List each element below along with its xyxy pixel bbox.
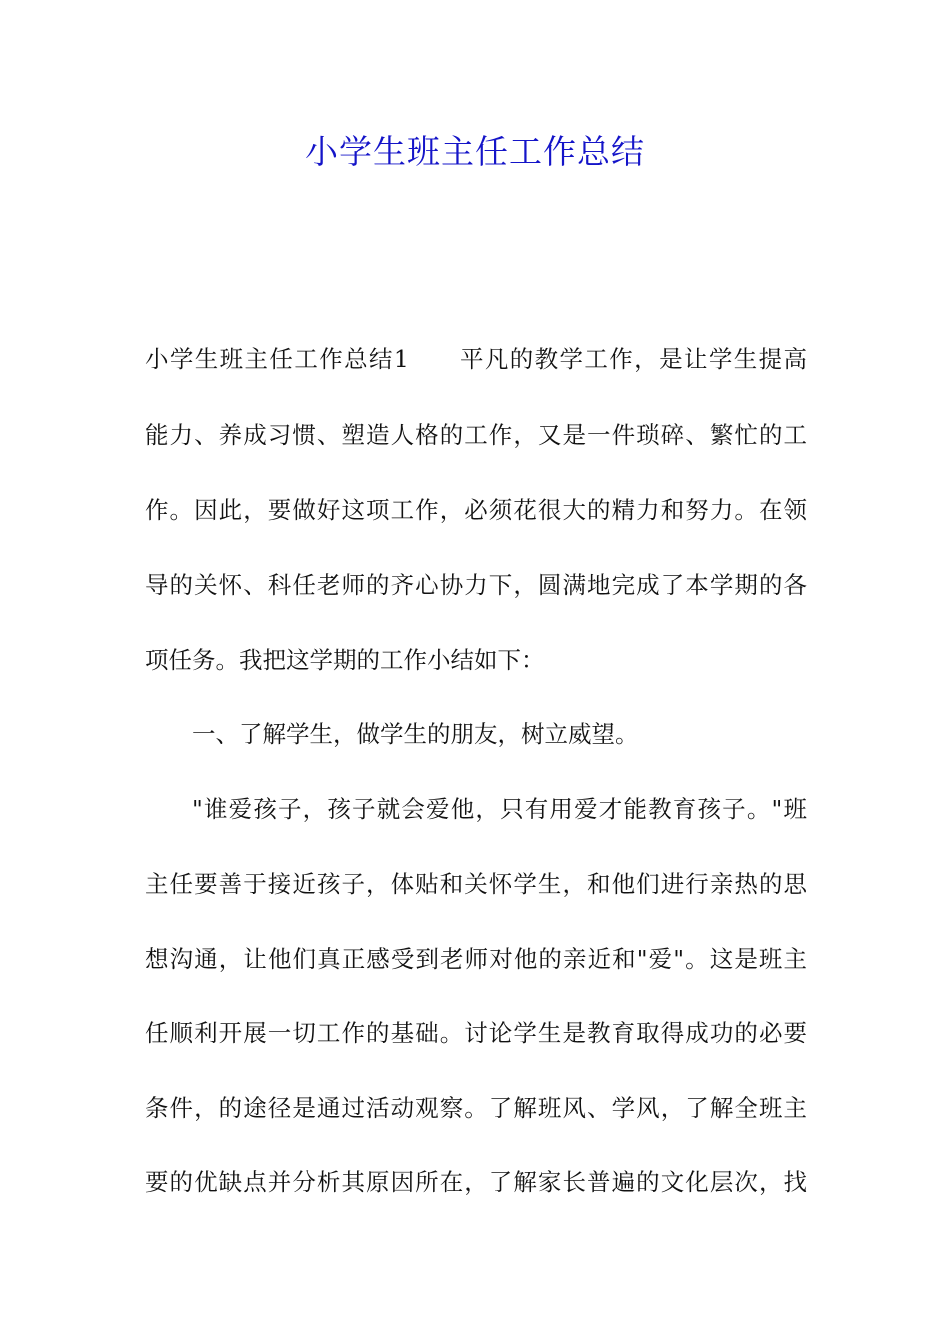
document-title: 小学生班主任工作总结 [305, 132, 645, 171]
body-line: 任顺利开展一切工作的基础。讨论学生是教育取得成功的必要 [145, 1019, 807, 1047]
body-line: 想沟通，让他们真正感受到老师对他的亲近和"爱"。这是班主 [145, 945, 807, 973]
body-line: 导的关怀、科任老师的齐心协力下，圆满地完成了本学期的各 [145, 571, 807, 599]
section-heading: 一、了解学生，做学生的朋友，树立威望。 [192, 720, 639, 748]
body-line: 能力、养成习惯、塑造人格的工作，又是一件琐碎、繁忙的工 [145, 421, 807, 449]
body-line: 小学生班主任工作总结1 平凡的教学工作，是让学生提高 [145, 345, 807, 373]
body-line: 条件，的途径是通过活动观察。了解班风、学风，了解全班主 [145, 1094, 807, 1122]
body-line: 项任务。我把这学期的工作小结如下： [145, 646, 545, 674]
body-line: "谁爱孩子，孩子就会爱他，只有用爱才能教育孩子。"班 [192, 795, 807, 823]
body-line: 作。因此，要做好这项工作，必须花很大的精力和努力。在领 [145, 496, 807, 524]
body-line: 要的优缺点并分析其原因所在，了解家长普遍的文化层次，找 [145, 1168, 807, 1196]
body-line: 主任要善于接近孩子，体贴和关怀学生，和他们进行亲热的思 [145, 870, 807, 898]
